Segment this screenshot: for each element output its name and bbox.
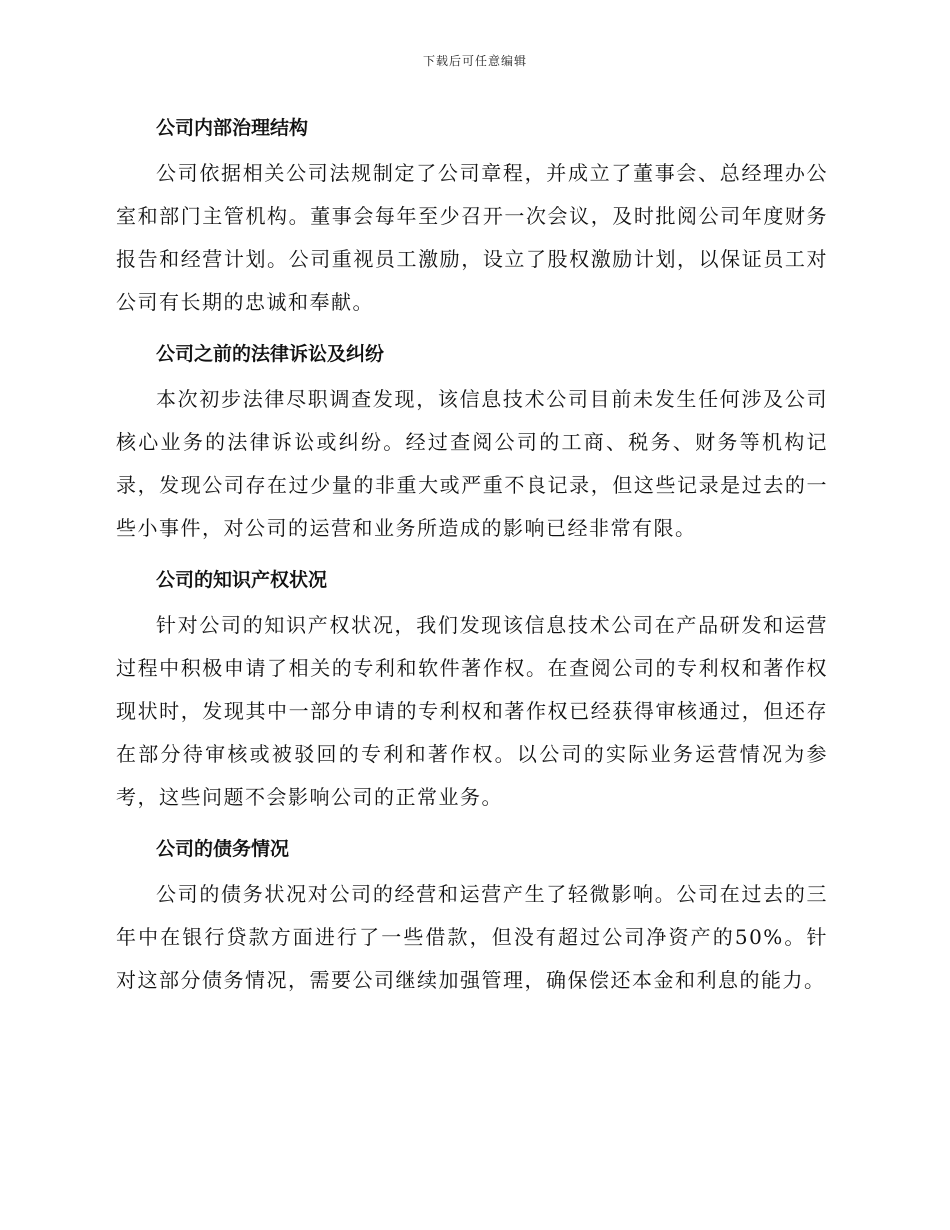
section-heading-debt: 公司的债务情况 [156,838,290,860]
section-heading-ip: 公司的知识产权状况 [156,569,328,591]
section-paragraph-debt: 公司的债务状况对公司的经营和运营产生了轻微影响。公司在过去的三年中在银行贷款方面进行了一些借款，但没有超过公司净资产的50%。针对这部分债务情况，需要公司继续加强管理，确保偿还本金和利息的能力。 [116,882,828,992]
section-paragraph-ip: 针对公司的知识产权状况，我们发现该信息技术公司在产品研发和运营过程中积极申请了相关的专利和软件著作权。在查阅公司的专利权和著作权现状时，发现其中一部分申请的专利权和著作权已经获得审核通过，但还存在部分待审核或被驳回的专利和著作权。以公司的实际业务运营情况为参考，这些问题不会影响公司的正常业务。 [116,613,828,809]
section-heading-litigation: 公司之前的法律诉讼及纠纷 [156,343,385,365]
section-paragraph-litigation: 本次初步法律尽职调查发现，该信息技术公司目前未发生任何涉及公司核心业务的法律诉讼或纠纷。经过查阅公司的工商、税务、财务等机构记录，发现公司存在过少量的非重大或严重不良记录，但这些记录是过去的一些小事件，对公司的运营和业务所造成的影响已经非常有限。 [116,387,828,540]
section-heading-governance: 公司内部治理结构 [156,117,309,139]
page-header: 下载后可任意编辑 [422,54,527,68]
section-paragraph-governance: 公司依据相关公司法规制定了公司章程，并成立了董事会、总经理办公室和部门主管机构。董事会每年至少召开一次会议，及时批阅公司年度财务报告和经营计划。公司重视员工激励，设立了股权激励计划，以保证员工对公司有长期的忠诚和奉献。 [116,161,828,314]
document-body [116,110,828,1014]
